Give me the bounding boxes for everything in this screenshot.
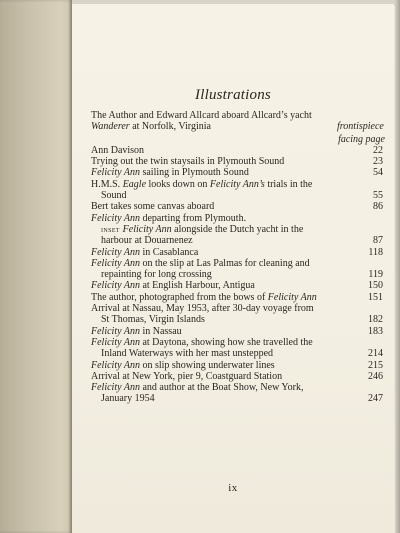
caption-line: [91, 167, 337, 178]
list-item: [91, 145, 389, 156]
caption-text: on the slip at Las Palmas for cleaning and: [139, 257, 310, 269]
page-ref: 22: [373, 144, 383, 156]
entry-caption: [91, 292, 337, 303]
page-ref: 214: [368, 348, 383, 360]
entry-caption: [91, 167, 337, 178]
caption-text: Inland Waterways with her mast unstepped: [101, 348, 274, 360]
page-ref: 151: [368, 291, 383, 303]
caption-text: Ann Davison: [91, 144, 145, 156]
caption-text: St Thomas, Virgin Islands: [101, 314, 205, 326]
caption-text: at Norfolk, Virginia: [129, 121, 211, 133]
list-item: [91, 110, 389, 133]
entry-caption: [91, 326, 337, 337]
caption-line: [91, 121, 337, 132]
caption-text: looks down on: [146, 178, 210, 190]
caption-text: H.M.S.: [91, 178, 123, 190]
list-item: [91, 326, 389, 337]
list-item: [91, 303, 389, 326]
yacht-name: Wanderer: [91, 121, 130, 133]
caption-text: and author at the Boat Show, New York,: [139, 382, 304, 394]
caption-line: [91, 337, 337, 348]
list-item: [91, 156, 389, 167]
caption-text: departing from Plymouth.: [139, 212, 247, 224]
list-item: [91, 247, 389, 258]
caption-line: [91, 224, 337, 235]
page-ref: 247: [368, 393, 383, 405]
caption-text: at Daytona, showing how she travelled the: [139, 336, 313, 348]
book-page: [72, 4, 394, 533]
yacht-name: Felicity Ann: [91, 336, 140, 348]
page-ref: 183: [368, 325, 383, 337]
illustrations-list: [91, 110, 389, 405]
caption-line: [91, 145, 337, 156]
yacht-name: Felicity Ann: [91, 167, 140, 179]
yacht-name: Felicity Ann: [91, 382, 140, 394]
caption-text: January 1954: [101, 393, 155, 405]
page-ref: 150: [368, 280, 383, 292]
list-item: [91, 167, 389, 178]
caption-text: The author, photographed from the bows of: [91, 291, 268, 303]
caption-text: sailing in Plymouth Sound: [139, 167, 249, 179]
entry-caption: [91, 258, 337, 281]
list-item: [91, 337, 389, 360]
yacht-name: Felicity Ann: [91, 359, 140, 371]
caption-text: alongside the Dutch yacht in the: [171, 223, 304, 235]
yacht-name: Felicity Ann: [267, 291, 317, 303]
caption-line: [91, 179, 337, 190]
caption-line: [91, 247, 337, 258]
caption-text: The Author and Edward Allcard aboard Allcard’s yacht: [91, 110, 312, 121]
list-item: [91, 213, 389, 247]
caption-line: [91, 326, 337, 337]
caption-text: repainting for long crossing: [101, 269, 212, 281]
yacht-name: Felicity Ann: [91, 280, 140, 292]
page-ref: 87: [373, 235, 383, 247]
caption-line: [91, 371, 337, 382]
page-ref: 86: [373, 201, 383, 213]
caption-text: harbour at Douarnenez: [101, 235, 193, 247]
caption-line: [91, 213, 337, 224]
caption-text: Bert takes some canvas aboard: [91, 201, 215, 213]
caption-line: [91, 110, 337, 121]
yacht-name: Felicity Ann: [91, 212, 140, 224]
list-item: [91, 179, 389, 202]
frontispiece-label: frontispiece: [337, 121, 384, 133]
entry-caption: [91, 382, 337, 405]
page-ref: 23: [373, 156, 383, 168]
book-cover-edge: [0, 0, 72, 533]
list-item: [91, 258, 389, 281]
list-item: [91, 371, 389, 382]
page-ref: 119: [368, 269, 383, 281]
entry-caption: [91, 371, 337, 382]
caption-text: Trying out the twin staysails in Plymouth Sound: [91, 156, 285, 168]
caption-line: [91, 393, 337, 404]
entry-caption: [91, 280, 337, 291]
caption-line: [91, 269, 337, 280]
page-ref: 118: [368, 246, 383, 258]
caption-text: in Nassau: [139, 325, 182, 337]
caption-text: at English Harbour, Antigua: [139, 280, 255, 292]
yacht-name: Felicity Ann: [91, 246, 140, 258]
caption-line: [91, 190, 337, 201]
entry-caption: [91, 201, 337, 212]
yacht-name: Felicity Ann: [122, 223, 172, 235]
caption-text: Sound: [101, 190, 127, 202]
facing-page-header-row: [91, 134, 389, 145]
yacht-name: Eagle: [122, 178, 147, 190]
caption-line: [91, 303, 337, 314]
entry-caption: [91, 110, 337, 133]
caption-text: trials in the: [264, 178, 313, 190]
caption-text: in Casablanca: [139, 246, 199, 258]
caption-line: [91, 280, 337, 291]
entry-caption: [91, 156, 337, 167]
caption-line: [91, 156, 337, 167]
caption-text: on slip showing underwater lines: [139, 359, 275, 371]
list-item: [91, 201, 389, 212]
entry-caption: [91, 337, 337, 360]
caption-line: [91, 314, 337, 325]
entry-caption: [91, 179, 337, 202]
page-title: Illustrations: [195, 87, 271, 103]
list-item: [91, 292, 389, 303]
caption-text: Arrival at Nassau, May 1953, after 30-day voyage from: [91, 303, 314, 315]
list-item: [91, 382, 389, 405]
yacht-name: Felicity Ann: [91, 257, 140, 269]
page-edge-shadow: [395, 0, 400, 533]
page-ref: 182: [368, 314, 383, 326]
page-number: ix: [228, 482, 238, 494]
caption-line: [91, 201, 337, 212]
inset-label: inset: [101, 223, 123, 234]
page-ref: 54: [373, 167, 383, 179]
page-ref: 55: [373, 190, 383, 202]
yacht-name: Felicity Ann: [91, 325, 140, 337]
page-ref: 246: [368, 370, 383, 382]
entry-caption: [91, 360, 337, 371]
caption-line: [91, 382, 337, 393]
caption-line: [91, 235, 337, 246]
entry-caption: [91, 247, 337, 258]
caption-line: [91, 258, 337, 269]
list-item: [91, 280, 389, 291]
entry-caption: [91, 303, 337, 326]
list-item: [91, 360, 389, 371]
caption-line: [91, 348, 337, 359]
entry-caption: [91, 213, 337, 247]
yacht-name: Felicity Ann’s: [209, 178, 265, 190]
entry-caption: [91, 145, 337, 156]
caption-line: [91, 292, 337, 303]
caption-text: Arrival at New York, pier 9, Coastguard Station: [91, 370, 283, 382]
facing-page-label: facing page: [338, 133, 385, 145]
caption-line: [91, 360, 337, 371]
page-ref: 215: [368, 359, 383, 371]
